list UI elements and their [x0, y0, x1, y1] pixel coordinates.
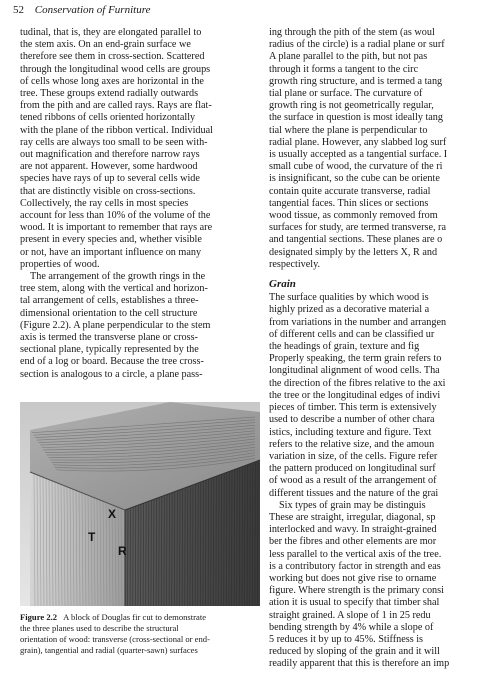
text-line: tened ribbons of cells oriented horizontally [20, 112, 196, 124]
running-title: Conservation of Furniture [34, 4, 151, 16]
text-line: wood tissue, as commonly removed from [269, 210, 438, 222]
text-line: ation it is usual to specify that timber shal [269, 597, 440, 609]
text-line: is a contributory factor in strength and eas [269, 560, 441, 572]
text-line: different tissues and the nature of the grai [269, 487, 439, 499]
text-line: Properly speaking, the term grain refers to [269, 353, 442, 365]
text-line: radial plane. However, any slabbed log surf [269, 136, 447, 148]
text-line: surfaces for study, are termed transverse, ra [269, 222, 446, 234]
right-column-section-a [269, 27, 484, 271]
text-line: Six types of grain may be distinguis [279, 499, 426, 511]
text-line: tree stem, along with the vertical and horizon- [20, 283, 208, 295]
text-line: radius of the circle) is a radial plane or surf [269, 39, 445, 51]
text-line: that are distinctly visible on cross-sections. [20, 185, 196, 197]
text-line: with the plane of the ribbon vertical. Individual [20, 124, 213, 136]
text-line: the pattern produced on longitudinal surf [269, 463, 436, 475]
text-line: growth ring is not geometrically regular, [269, 100, 434, 112]
figure-label-t: T [88, 530, 96, 544]
text-line: used to describe a number of other chara [269, 414, 435, 426]
text-line: tudinal, that is, they are elongated parallel to [20, 27, 202, 38]
text-line: ing through the pith of the stem (as woul [269, 27, 435, 38]
section-heading-grain: Grain [269, 278, 296, 291]
wood-block-image [20, 402, 260, 606]
text-line: out magnification and therefore narrow rays [20, 149, 200, 161]
text-line: tial where the plane is perpendicular to [269, 124, 428, 136]
text-line: tal arrangement of cells, establishes a three- [20, 295, 199, 307]
text-line: The arrangement of the growth rings in the [30, 271, 206, 283]
figure-caption [20, 612, 260, 656]
text-line: wood. It is important to remember that rays are [20, 222, 213, 234]
text-line: interlocked and wavy. In straight-grained [269, 524, 437, 536]
figure-label-x: X [108, 507, 117, 521]
text-line: through it forms a tangent to the circ [269, 63, 419, 75]
text-line: properties of wood. [20, 258, 100, 270]
caption-line: grain), tangential and radial (quarter-sawn) surfaces [20, 645, 198, 655]
page-number: 52 [13, 4, 24, 16]
text-line: reduced by sloping of the grain and it will [269, 646, 440, 658]
text-line: account for less than 10% of the volume of the [20, 210, 211, 222]
text-line: bending strength by 4% while a slope of [269, 621, 434, 633]
text-line: from variations in the number and arrangen [269, 316, 447, 328]
text-line: contain quite accurate transverse, radial [269, 185, 431, 197]
text-line: ray cells are always too small to be seen with- [20, 136, 208, 148]
caption-first-line [20, 612, 260, 623]
text-line: is insignificant, so the cube can be oriente [269, 173, 440, 185]
text-line: istics, including texture and figure. Text [269, 426, 432, 438]
text-line: The surface qualities by which wood is [269, 292, 429, 304]
text-line: longitudinal alignment of wood cells. Tha [269, 365, 440, 377]
text-line: species have rays of up to several cells wide [20, 173, 200, 185]
text-line: (Figure 2.2). A plane perpendicular to the stem [20, 319, 211, 331]
text-line: working but does not give rise to orname [269, 572, 437, 584]
text-line: the stem axis. On an end-grain surface we [20, 39, 191, 51]
text-line: or not, have an important influence on many [20, 246, 202, 258]
text-line: highly prized as a decorative material a [269, 304, 430, 316]
text-line: are not apparent. However, some hardwood [20, 161, 198, 173]
text-line: designated simply by the letters X, R and [269, 246, 438, 258]
text-line: and tangential sections. These planes are o [269, 234, 443, 246]
text-line: Collectively, the ray cells in most species [20, 197, 189, 209]
text-line: from the pith and are called rays. Rays are flat- [20, 100, 212, 112]
text-line: readily apparent that this is therefore an imp [269, 658, 450, 670]
right-column [269, 27, 484, 671]
caption-line: A block of Douglas fir cut to demonstrate [63, 612, 207, 622]
text-line: of cells whose long axes are horizontal in the [20, 75, 204, 87]
text-line: pieces of timber. This term is extensively [269, 402, 437, 414]
text-line: These are straight, irregular, diagonal, sp [269, 511, 436, 523]
text-line: 5 reduces it by up to 45%. Stiffness is [269, 633, 424, 645]
text-line: tial plane or surface. The curvature of [269, 88, 423, 100]
text-line: tree. These groups extend radially outwards [20, 88, 199, 100]
text-line: end of a log or board. Because the tree cross- [20, 356, 204, 368]
text-line: small cube of wood, the curvature of the ri [269, 161, 443, 173]
text-line: variation in size, of the cells. Figure refer [269, 450, 438, 462]
figure-label-r: R [118, 544, 127, 558]
text-line: dimensional orientation to the cell structure [20, 307, 198, 319]
text-line: present in every species and, whether visible [20, 234, 202, 246]
text-line: refers to the relative size, and the amoun [269, 438, 435, 450]
text-line: respectively. [269, 258, 321, 270]
text-line: of wood as a result of the arrangement of [269, 475, 437, 487]
text-line: the direction of the fibres relative to the axi [269, 377, 446, 389]
left-column [20, 27, 260, 381]
text-line: straight grained. A slope of 1 in 25 redu [269, 609, 431, 621]
caption-line: the three planes used to describe the structural [20, 623, 179, 633]
figure-photograph [20, 402, 260, 606]
text-line: ber the fibres and other elements are mor [269, 536, 437, 548]
text-line: tangential faces. Thin slices or sections [269, 197, 429, 209]
text-line: the headings of grain, texture and fig [269, 341, 420, 353]
text-line: the tree or the longitudinal edges of indivi [269, 389, 441, 401]
text-line: axis is termed the transverse plane or cross- [20, 332, 198, 344]
text-line: section is analogous to a circle, a plane pass- [20, 368, 203, 380]
text-line: is usually accepted as a tangential surface. I [269, 149, 448, 161]
text-line: through the longitudinal wood cells are groups [20, 63, 211, 75]
text-line: therefore see them in cross-section. Scattered [20, 51, 205, 63]
text-line: growth ring structure, and is termed a tang [269, 75, 443, 87]
caption-line: orientation of wood: transverse (cross-sectional or end- [20, 634, 210, 644]
text-line: the surface in question is most ideally tang [269, 112, 443, 124]
text-line: of different cells and can be classified ur [269, 328, 435, 340]
running-head [13, 4, 483, 17]
text-line: less parallel to the vertical axis of the tree. [269, 548, 442, 560]
caption-label: Figure 2.2 [20, 612, 58, 622]
text-line: sectional plane, typically represented by the [20, 344, 199, 356]
text-line: A plane parallel to the pith, but not pas [269, 51, 428, 63]
text-line: figure. Where strength is the primary consi [269, 585, 444, 597]
right-column-section-b [269, 292, 484, 670]
